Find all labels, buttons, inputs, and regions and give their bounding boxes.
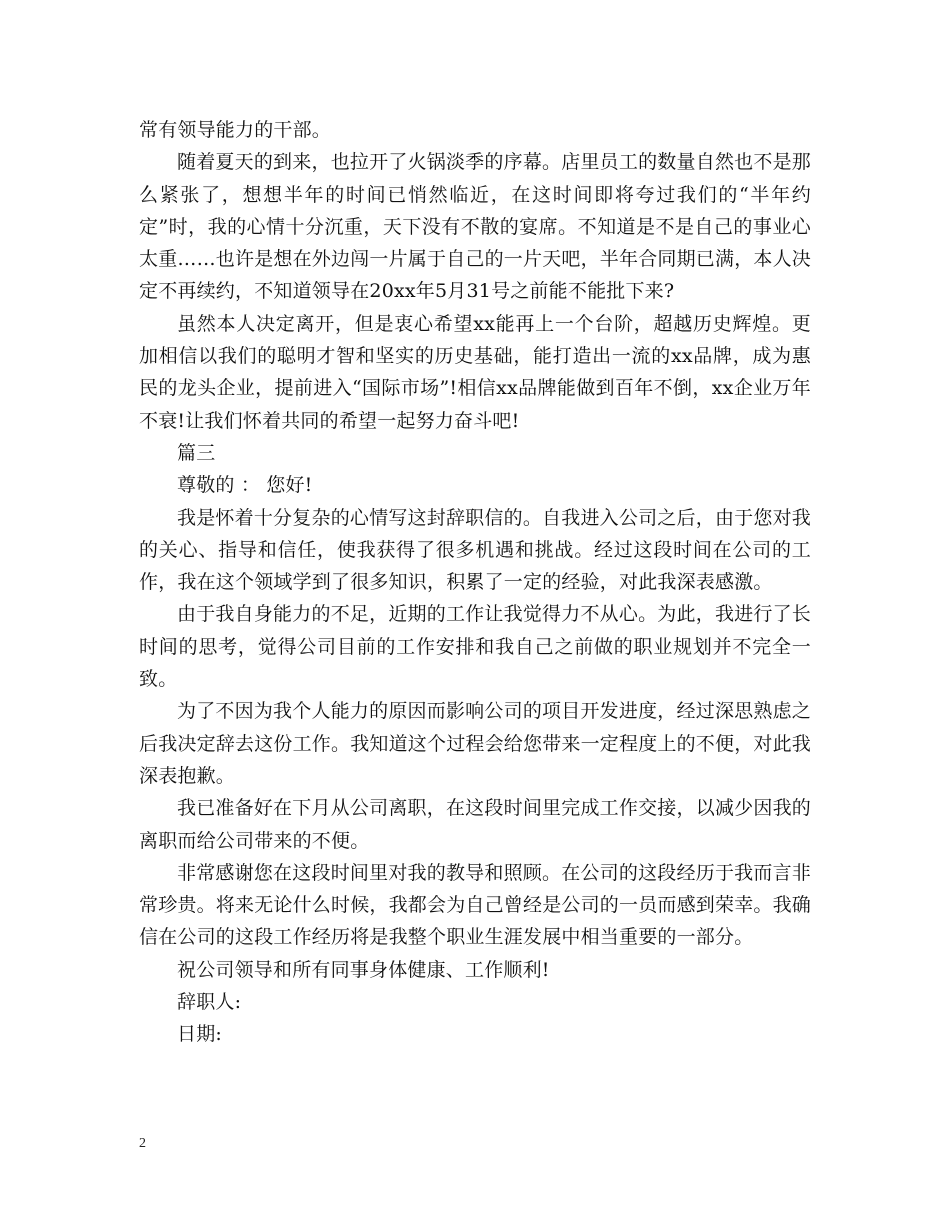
paragraph-gratitude: 非常感谢您在这段时间里对我的教导和照顾。在公司的这段经历于我而言非常珍贵。将来无论什么时候，我都会为自己曾经是公司的一员而感到荣幸。我确信在公司的这段工作经历将是我整个职业生涯发展中相当重要的一部分。	[139, 861, 812, 949]
page-number: 2	[139, 1136, 146, 1151]
paragraph-best-wishes: 虽然本人决定离开，但是衷心希望xx能再上一个台阶，超越历史辉煌。更加相信以我们的聪明才智和坚实的历史基础，能打造出一流的xx品牌，成为惠民的龙头企业，提前进入“国际市场”!相信xx品牌能做到百年不倒，xx企业万年不衰!让我们怀着共同的希望一起努力奋斗吧!	[139, 312, 811, 432]
paragraph-continuation: 常有领导能力的干部。	[139, 119, 332, 141]
document-body	[139, 114, 811, 1051]
paragraph-opening: 我是怀着十分复杂的心情写这封辞职信的。自我进入公司之后，由于您对我的关心、指导和信任，使我获得了很多机遇和挑战。经过这段时间在公司的工作，我在这个领域学到了很多知识，积累了一定的经验，对此我深表感激。	[139, 506, 811, 594]
paragraph-decision: 为了不因为我个人能力的原因而影响公司的项目开发进度，经过深思熟虑之后我决定辞去这份工作。我知道这个过程会给您带来一定程度上的不便，对此我深表抱歉。	[139, 700, 812, 787]
paragraph-reason: 由于我自身能力的不足，近期的工作让我觉得力不从心。为此，我进行了长时间的思考，觉得公司目前的工作安排和我自己之前做的职业规划并不完全一致。	[139, 603, 811, 691]
paragraph-summer-season: 随着夏天的到来，也拉开了火锅淡季的序幕。店里员工的数量自然也不是那么紧张了，想想半年的时间已悄然临近，在这时间即将夸过我们的“半年约定”时，我的心情十分沉重，天下没有不散的宴席。不知道是不是自己的事业心太重……也许是想在外边闯一片属于自己的一片天吧，半年合同期已满，本人决定不再续约，不知道领导在20xx年5月31号之前能不能批下来?	[139, 151, 812, 303]
signature-line: 辞职人:	[177, 991, 242, 1014]
closing-wishes: 祝公司领导和所有同事身体健康、工作顺利!	[177, 958, 550, 981]
date-line: 日期:	[177, 1023, 223, 1046]
paragraph-handover: 我已准备好在下月从公司离职，在这段时间里完成工作交接，以减少因我的离职而给公司带来的不便。	[139, 797, 811, 852]
section-heading: 篇三	[177, 441, 216, 464]
salutation: 尊敬的 ： 您好!	[177, 474, 313, 497]
